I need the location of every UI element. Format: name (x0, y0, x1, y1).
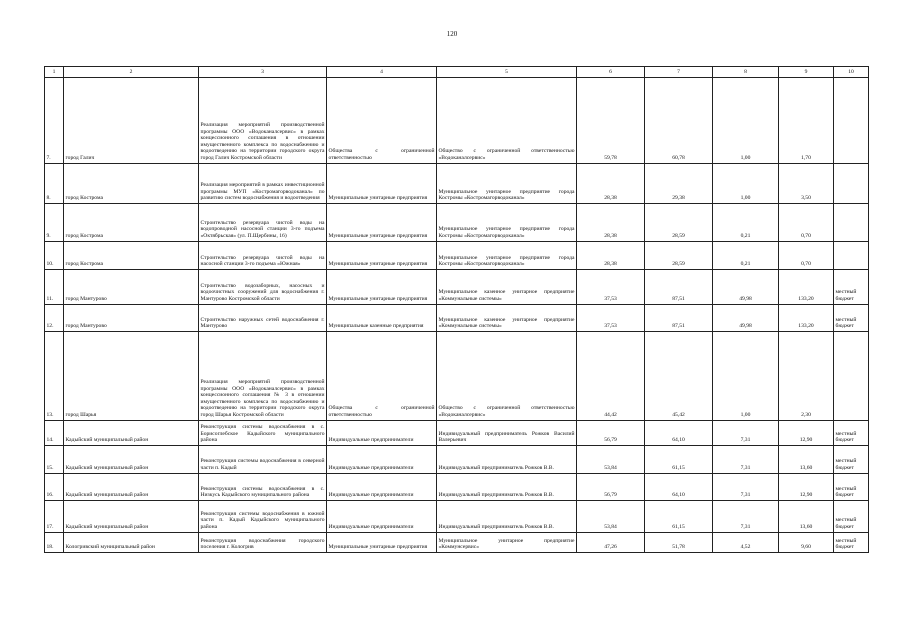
row-number: 7. (45, 78, 64, 164)
value-col7-cell: 87,51 (645, 304, 713, 332)
org-form-cell: Муниципальные унитарные предприятия (327, 241, 437, 270)
value-col7-cell: 28,59 (645, 204, 713, 242)
org-form-cell: Общества с ограниченной ответственностью (327, 78, 437, 164)
value-col6-cell: 28,38 (577, 163, 645, 204)
value-col9-cell: 13,60 (779, 501, 834, 533)
locality-cell: Кадыйский муниципальный район (64, 446, 199, 474)
value-col9-cell: 1,70 (779, 78, 834, 164)
org-form-cell: Индивидуальные предприниматели (327, 501, 437, 533)
table-row (45, 241, 869, 270)
table-row (45, 332, 869, 421)
table-row (45, 304, 869, 332)
locality-cell: город Мантурово (64, 270, 199, 305)
organization-cell: Общество с ограниченной ответственностью «Водоканалсервис» (437, 78, 577, 164)
activity-cell: Реконструкция системы водоснабжения в с. Низкусь Кадыйского муниципального района (199, 473, 327, 501)
column-header: 6 (577, 67, 645, 78)
row-number: 9. (45, 204, 64, 242)
value-col6-cell: 56,79 (577, 420, 645, 446)
value-col9-cell: 9,60 (779, 532, 834, 553)
value-col6-cell: 37,53 (577, 304, 645, 332)
value-col7-cell: 45,42 (645, 332, 713, 421)
value-col6-cell: 47,26 (577, 532, 645, 553)
organization-cell: Муниципальное унитарное предприятие города Костромы «Костромагорводоканал» (437, 241, 577, 270)
budget-source-cell (834, 332, 869, 421)
activity-cell: Реконструкция водоснабжения городского поселения г. Кологрив (199, 532, 327, 553)
column-header: 5 (437, 67, 577, 78)
row-number: 14. (45, 420, 64, 446)
locality-cell: Кадыйский муниципальный район (64, 501, 199, 533)
locality-cell: город Кострома (64, 204, 199, 242)
locality-cell: город Мантурово (64, 304, 199, 332)
value-col7-cell: 51,78 (645, 532, 713, 553)
value-col6-cell: 56,79 (577, 473, 645, 501)
budget-source-cell (834, 241, 869, 270)
value-col7-cell: 29,38 (645, 163, 713, 204)
activity-cell: Реконструкция системы водоснабжения в с. Борисоглебское Кадыйского муниципального района (199, 420, 327, 446)
value-col9-cell: 0,70 (779, 204, 834, 242)
locality-cell: Кологривский муниципальный район (64, 532, 199, 553)
activity-cell: Реконструкция системы водоснабжения в северной части п. Кадый (199, 446, 327, 474)
investment-table (44, 66, 869, 553)
budget-source-cell (834, 78, 869, 164)
value-col9-cell: 3,50 (779, 163, 834, 204)
locality-cell: город Кострома (64, 241, 199, 270)
budget-source-cell: местный бюджет (834, 420, 869, 446)
value-col7-cell: 61,15 (645, 501, 713, 533)
org-form-cell: Муниципальные унитарные предприятия (327, 270, 437, 305)
table-row (45, 270, 869, 305)
organization-cell: Муниципальное унитарное предприятие города Костромы «Костромагорводоканал» (437, 163, 577, 204)
value-col8-cell: 7,31 (713, 446, 779, 474)
organization-cell: Индивидуальный предприниматель Рожков В.В. (437, 501, 577, 533)
table-row (45, 163, 869, 204)
org-form-cell: Индивидуальные предприниматели (327, 420, 437, 446)
activity-cell: Строительство резервуара чистой воды на насосной станции 3-го подъема «Южная» (199, 241, 327, 270)
value-col8-cell: 49,98 (713, 304, 779, 332)
value-col7-cell: 61,15 (645, 446, 713, 474)
value-col7-cell: 60,78 (645, 78, 713, 164)
locality-cell: город Шарья (64, 332, 199, 421)
org-form-cell: Муниципальные унитарные предприятия (327, 163, 437, 204)
budget-source-cell: местный бюджет (834, 304, 869, 332)
table-row (45, 204, 869, 242)
value-col8-cell: 4,52 (713, 532, 779, 553)
column-header: 8 (713, 67, 779, 78)
table-row (45, 501, 869, 533)
org-form-cell: Муниципальные унитарные предприятия (327, 532, 437, 553)
row-number: 18. (45, 532, 64, 553)
value-col7-cell: 28,59 (645, 241, 713, 270)
row-number: 10. (45, 241, 64, 270)
value-col6-cell: 44,42 (577, 332, 645, 421)
organization-cell: Муниципальное унитарное предприятие «Коммунсервис» (437, 532, 577, 553)
org-form-cell: Индивидуальные предприниматели (327, 473, 437, 501)
value-col9-cell: 12,90 (779, 420, 834, 446)
budget-source-cell (834, 163, 869, 204)
organization-cell: Индивидуальный предприниматель Рожков В.В. (437, 473, 577, 501)
row-number: 16. (45, 473, 64, 501)
org-form-cell: Общества с ограниченной ответственностью (327, 332, 437, 421)
row-number: 11. (45, 270, 64, 305)
locality-cell: город Кострома (64, 163, 199, 204)
value-col6-cell: 28,38 (577, 204, 645, 242)
column-header: 2 (64, 67, 199, 78)
row-number: 15. (45, 446, 64, 474)
activity-cell: Строительство водозаборных, насосных и водоочистных сооружений для водоснабжения г. Мантурово Костромской области (199, 270, 327, 305)
row-number: 8. (45, 163, 64, 204)
row-number: 12. (45, 304, 64, 332)
locality-cell: город Галич (64, 78, 199, 164)
value-col9-cell: 12,90 (779, 473, 834, 501)
value-col8-cell: 49,98 (713, 270, 779, 305)
value-col8-cell: 0,21 (713, 204, 779, 242)
column-header: 9 (779, 67, 834, 78)
budget-source-cell: местный бюджет (834, 501, 869, 533)
value-col6-cell: 28,38 (577, 241, 645, 270)
org-form-cell: Муниципальные унитарные предприятия (327, 204, 437, 242)
table-header-row (45, 67, 869, 78)
row-number: 13. (45, 332, 64, 421)
table-row (45, 532, 869, 553)
value-col8-cell: 1,00 (713, 163, 779, 204)
value-col6-cell: 53,84 (577, 501, 645, 533)
column-header: 4 (327, 67, 437, 78)
table-row (45, 446, 869, 474)
organization-cell: Индивидуальный предприниматель Рожков Василий Валерьевич (437, 420, 577, 446)
organization-cell: Муниципальное казенное унитарное предприятие «Коммунальные системы» (437, 270, 577, 305)
table-row (45, 78, 869, 164)
budget-source-cell: местный бюджет (834, 270, 869, 305)
value-col6-cell: 53,84 (577, 446, 645, 474)
value-col9-cell: 0,70 (779, 241, 834, 270)
value-col7-cell: 64,10 (645, 473, 713, 501)
value-col8-cell: 7,31 (713, 420, 779, 446)
organization-cell: Индивидуальный предприниматель Рожков В.В. (437, 446, 577, 474)
org-form-cell: Муниципальные казенные предприятия (327, 304, 437, 332)
value-col6-cell: 59,78 (577, 78, 645, 164)
value-col8-cell: 0,21 (713, 241, 779, 270)
budget-source-cell: местный бюджет (834, 532, 869, 553)
budget-source-cell (834, 204, 869, 242)
column-header: 3 (199, 67, 327, 78)
activity-cell: Строительство резервуара чистой воды на водопроводной насосной станции 3-го подъема «Октябрьская» (ул. П.Щербины, 16) (199, 204, 327, 242)
value-col8-cell: 1,00 (713, 78, 779, 164)
budget-source-cell: местный бюджет (834, 473, 869, 501)
budget-source-cell: местный бюджет (834, 446, 869, 474)
value-col6-cell: 37,53 (577, 270, 645, 305)
value-col7-cell: 87,51 (645, 270, 713, 305)
row-number: 17. (45, 501, 64, 533)
organization-cell: Общество с ограниченной ответственностью «Водоканалсервис» (437, 332, 577, 421)
value-col8-cell: 7,31 (713, 473, 779, 501)
locality-cell: Кадыйский муниципальный район (64, 473, 199, 501)
value-col9-cell: 133,20 (779, 304, 834, 332)
value-col9-cell: 2,30 (779, 332, 834, 421)
value-col8-cell: 7,31 (713, 501, 779, 533)
value-col9-cell: 13,60 (779, 446, 834, 474)
activity-cell: Реализация мероприятий в рамках инвестиционной программы МУП «Костромагорводоканал» по развитию систем водоснабжения и водоотведения (199, 163, 327, 204)
value-col8-cell: 1,00 (713, 332, 779, 421)
column-header: 1 (45, 67, 64, 78)
page-number: 120 (446, 30, 458, 38)
column-header: 7 (645, 67, 713, 78)
value-col9-cell: 133,20 (779, 270, 834, 305)
table-row (45, 473, 869, 501)
value-col7-cell: 64,10 (645, 420, 713, 446)
activity-cell: Строительство наружных сетей водоснабжения г. Мантурово (199, 304, 327, 332)
activity-cell: Реализация мероприятий производственной программы ООО «Водоканалсервис» в рамках концессионного соглашения в отношении имущественного комплекса по водоснабжению и водоотведению на территории городского округа город Галич Костромской области (199, 78, 327, 164)
locality-cell: Кадыйский муниципальный район (64, 420, 199, 446)
organization-cell: Муниципальное казенное унитарное предприятие «Коммунальные системы» (437, 304, 577, 332)
activity-cell: Реализация мероприятий производственной программы ООО «Водоканалсервис» в рамках концессионного соглашения № 3 в отношении имущественного комплекса по водоснабжению и водоотведению на территории городского округа город Шарья Костромской области (199, 332, 327, 421)
org-form-cell: Индивидуальные предприниматели (327, 446, 437, 474)
table-row (45, 420, 869, 446)
organization-cell: Муниципальное унитарное предприятие города Костромы «Костромагорводоканал» (437, 204, 577, 242)
column-header: 10 (834, 67, 869, 78)
activity-cell: Реконструкция системы водоснабжения в южной части п. Кадый Кадыйского муниципального района (199, 501, 327, 533)
